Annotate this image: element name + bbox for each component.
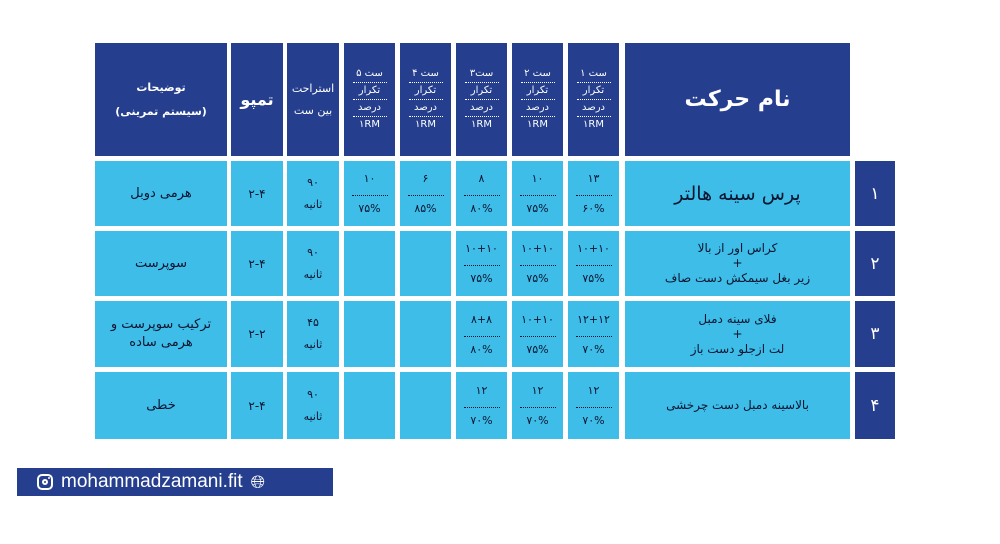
description-cell (95, 231, 227, 296)
divider (520, 407, 556, 408)
set-2-cell (512, 161, 563, 226)
set-percent: ۶۰% (582, 202, 605, 215)
move-name (625, 301, 850, 367)
set-reps: ۱۲ (531, 384, 544, 397)
header-rm-label: ۱RM (471, 119, 492, 130)
header-percent-label: درصد (525, 102, 550, 113)
description-line: ترکیب سوپرست و (110, 317, 212, 332)
set-percent: ۷۰% (526, 414, 549, 427)
header-rm-label: ۱RM (359, 119, 380, 130)
header-reps-label: تکرار (526, 85, 549, 96)
set-reps: ۱۲+۱۲ (577, 312, 610, 326)
rest-unit: ثانیه (303, 267, 323, 281)
header-set-label: ست ۱ (580, 68, 607, 79)
row-number-label: ۲ (870, 253, 880, 274)
header-set-label: ست ۲ (524, 68, 551, 79)
header-reps-label: تکرار (470, 85, 493, 96)
header-set-1 (568, 43, 619, 156)
divider (464, 195, 500, 196)
header-tempo-label: تمپو (240, 90, 274, 109)
set-2-cell (512, 301, 563, 367)
description-line: خطی (146, 397, 176, 413)
description-cell (95, 301, 227, 367)
set-percent: ۷۵% (470, 272, 493, 285)
rest-unit: ثانیه (303, 197, 323, 211)
description-line: سوپرست (134, 255, 188, 271)
divider (520, 195, 556, 196)
row-number-label: ۴ (870, 395, 880, 416)
header-move-name-label: نام حرکت (684, 87, 791, 112)
set-percent: ۸۰% (470, 202, 493, 215)
divider (352, 195, 388, 196)
header-percent-label: درصد (581, 102, 606, 113)
set-reps: ۱۰ (531, 172, 544, 185)
header-reps-label: تکرار (358, 85, 381, 96)
header-percent-label: درصد (357, 102, 382, 113)
move-name-line: لت ازجلو دست باز (690, 341, 785, 356)
instagram-icon (37, 474, 53, 490)
divider (577, 116, 611, 117)
set-reps: ۸+۸ (470, 312, 493, 326)
set-reps: ۱۰+۱۰ (465, 242, 498, 255)
header-percent-label: درصد (413, 102, 438, 113)
tempo-cell (231, 301, 283, 367)
header-tempo (231, 43, 283, 156)
move-name-line: زیر بغل سیمکش دست صاف (664, 271, 811, 285)
move-name (625, 231, 850, 296)
header-percent-label: درصد (469, 102, 494, 113)
header-rm-label: ۱RM (583, 119, 604, 130)
row-number-label: ۱ (870, 183, 880, 204)
header-rest-line2: بین ست (293, 103, 333, 117)
set-percent: ۷۵% (526, 272, 549, 285)
rest-cell (287, 231, 339, 296)
globe-icon: 🌐︎ (250, 472, 266, 492)
divider (353, 99, 387, 100)
divider (520, 336, 556, 337)
divider (521, 116, 555, 117)
divider (465, 99, 499, 100)
set-percent: ۷۰% (582, 342, 605, 356)
set-4-cell (400, 231, 451, 296)
rest-value: ۹۰ (307, 245, 319, 259)
set-5-cell (344, 372, 395, 439)
move-name-line: پرس سینه هالتر (674, 182, 801, 205)
set-4-cell (400, 301, 451, 367)
tempo-value: ۲-۴ (248, 256, 266, 271)
set-reps: ۱۲ (587, 384, 600, 397)
header-reps-label: تکرار (414, 85, 437, 96)
divider (465, 82, 499, 83)
set-5-cell (344, 161, 395, 226)
set-3-cell (456, 372, 507, 439)
header-set-3 (456, 43, 507, 156)
divider (521, 99, 555, 100)
rest-unit: ثانیه (303, 338, 323, 351)
rest-value: ۴۵ (307, 316, 319, 329)
set-3-cell (456, 301, 507, 367)
divider (409, 82, 443, 83)
description-line: هرمی ساده (129, 335, 193, 350)
tempo-cell (231, 372, 283, 439)
move-name-line: بالاسینه دمبل دست چرخشی (666, 398, 809, 412)
tempo-value: ۲-۲ (248, 327, 266, 341)
set-percent: ۸۵% (414, 202, 437, 215)
header-set-label: ست۳ (469, 68, 494, 79)
set-2-cell (512, 372, 563, 439)
row-number (855, 161, 895, 226)
row-number (855, 301, 895, 367)
set-1-cell (568, 231, 619, 296)
divider (576, 336, 612, 337)
description-cell (95, 372, 227, 439)
set-percent: ۷۵% (358, 202, 381, 215)
divider (576, 195, 612, 196)
set-reps: ۱۰+۱۰ (521, 242, 554, 255)
set-1-cell (568, 161, 619, 226)
divider (409, 99, 443, 100)
rest-cell (287, 161, 339, 226)
set-1-cell (568, 372, 619, 439)
tempo-cell (231, 231, 283, 296)
divider (577, 82, 611, 83)
description-line: هرمی دوبل (130, 185, 192, 201)
divider (353, 116, 387, 117)
set-percent: ۷۵% (582, 272, 605, 285)
set-reps: ۱۰ (363, 172, 376, 185)
header-set-label: ست ۴ (412, 68, 439, 79)
set-reps: ۱۰+۱۰ (577, 242, 610, 255)
set-percent: ۷۰% (582, 414, 605, 427)
divider (521, 82, 555, 83)
set-reps: ۶ (422, 172, 429, 185)
row-number-label: ۳ (870, 324, 880, 344)
set-reps: ۱۲ (475, 384, 488, 397)
header-description-line2: (سیستم تمرینی) (115, 104, 207, 118)
set-percent: ۷۵% (526, 202, 549, 215)
divider (353, 82, 387, 83)
tempo-cell (231, 161, 283, 226)
header-set-2 (512, 43, 563, 156)
set-3-cell (456, 161, 507, 226)
tempo-value: ۲-۴ (248, 398, 266, 413)
row-number (855, 231, 895, 296)
header-move-name (625, 43, 850, 156)
divider (520, 265, 556, 266)
divider (465, 116, 499, 117)
header-set-4 (400, 43, 451, 156)
header-rest (287, 43, 339, 156)
set-2-cell (512, 231, 563, 296)
header-set-5 (344, 43, 395, 156)
set-percent: ۷۰% (470, 414, 493, 427)
rest-unit: ثانیه (303, 409, 323, 423)
row-number (855, 372, 895, 439)
set-4-cell (400, 161, 451, 226)
divider (576, 265, 612, 266)
instagram-handle: mohammadzamani.fit (61, 471, 243, 492)
divider (464, 265, 500, 266)
description-cell (95, 161, 227, 226)
header-reps-label: تکرار (582, 85, 605, 96)
divider (464, 407, 500, 408)
set-percent: ۷۵% (526, 342, 549, 356)
set-1-cell (568, 301, 619, 367)
header-description (95, 43, 227, 156)
divider (464, 336, 500, 337)
move-name (625, 161, 850, 226)
divider (409, 116, 443, 117)
instagram-handle-bar[interactable] (17, 468, 333, 496)
set-5-cell (344, 301, 395, 367)
move-name-line: + (732, 256, 743, 270)
rest-cell (287, 301, 339, 367)
set-4-cell (400, 372, 451, 439)
move-name-line: فلای سینه دمبل (698, 311, 777, 326)
tempo-value: ۲-۴ (248, 186, 266, 201)
rest-cell (287, 372, 339, 439)
header-set-label: ست ۵ (356, 68, 383, 79)
rest-value: ۹۰ (307, 175, 319, 189)
header-rm-label: ۱RM (415, 119, 436, 130)
set-reps: ۱۰+۱۰ (521, 312, 554, 326)
set-reps: ۸ (478, 172, 485, 185)
rest-value: ۹۰ (307, 387, 319, 401)
header-rest-line1: استراحت (291, 81, 335, 95)
set-3-cell (456, 231, 507, 296)
divider (577, 99, 611, 100)
header-rm-label: ۱RM (527, 119, 548, 130)
header-description-line1: توضیحات (136, 80, 186, 94)
move-name-line: کراس اور از بالا (697, 241, 778, 255)
move-name-line: + (732, 326, 743, 341)
set-percent: ۸۰% (470, 342, 493, 356)
set-reps: ۱۳ (587, 172, 600, 185)
divider (408, 195, 444, 196)
divider (576, 407, 612, 408)
move-name (625, 372, 850, 439)
set-5-cell (344, 231, 395, 296)
